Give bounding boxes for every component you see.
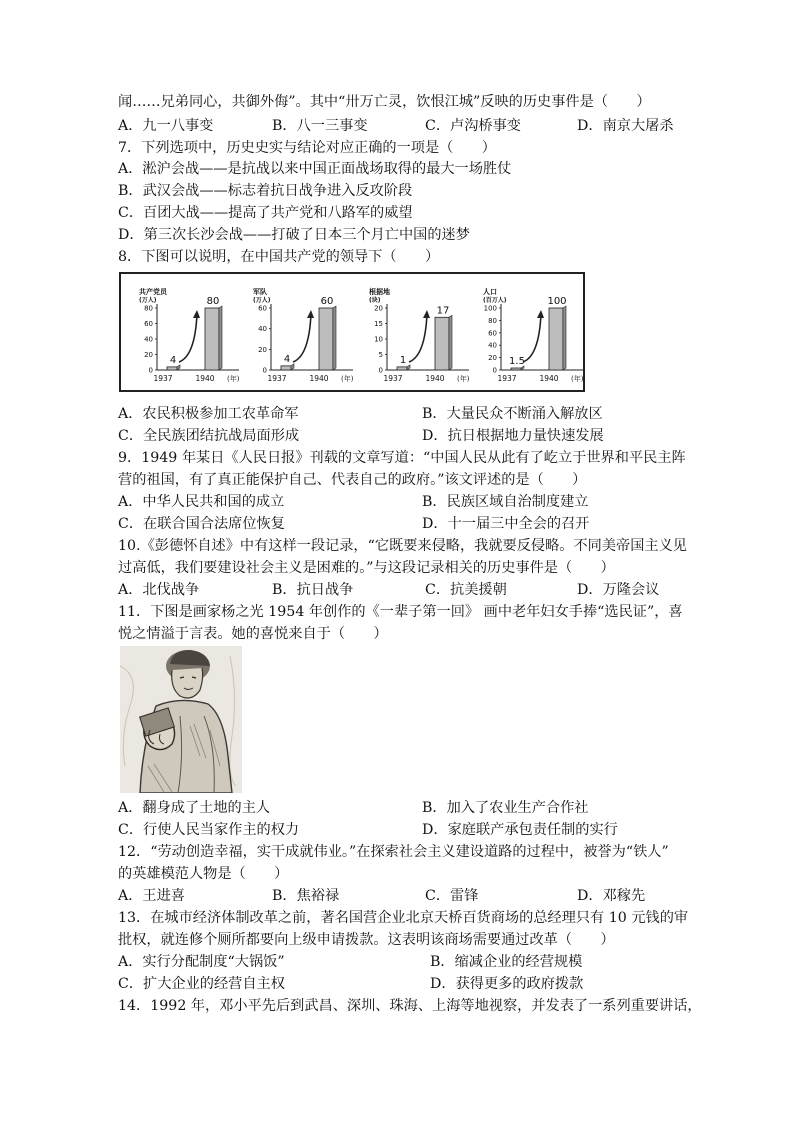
chart-1-data-label: 4 — [169, 354, 177, 366]
chart-1-tick-label: 40 — [144, 335, 153, 344]
q10-option-d: D．万隆会议 — [577, 582, 660, 598]
chart-4-arrow-head — [537, 310, 544, 318]
q6-option-d: D．南京大屠杀 — [577, 118, 674, 134]
chart-3-x-unit: (年) — [457, 375, 470, 383]
chart-2-x-unit: (年) — [341, 375, 354, 383]
chart-2-data-label: 60 — [320, 296, 334, 307]
chart-3-data-label: 1 — [399, 354, 407, 366]
q13-stem-line-2: 批权，就连修个厕所都要向上级申请拨款。这表明该商场需要通过改革（ ） — [118, 932, 615, 948]
q12-option-b: B．焦裕禄 — [272, 888, 340, 904]
q9-option-d: D．十一届三中全会的召开 — [422, 516, 590, 532]
chart-1-bar-side — [177, 365, 180, 370]
chart-1-bar — [167, 367, 177, 370]
chart-1-tick-label: 0 — [148, 366, 153, 375]
chart-1-arrow-head — [193, 310, 200, 318]
chart-4-growth-arrow — [523, 314, 541, 362]
painting-image — [120, 646, 242, 793]
chart-2-bar-side — [291, 364, 294, 370]
chart-4-title: 人口 — [483, 288, 497, 296]
chart-2-x-label: 1940 — [309, 374, 329, 383]
chart-3-x-label: 1940 — [425, 374, 445, 383]
chart-3-bar-side — [407, 365, 410, 370]
chart-4-tick-label: 80 — [488, 316, 497, 325]
chart-2-x-label: 1937 — [267, 374, 287, 383]
q12-option-a: A．王进喜 — [118, 888, 185, 904]
q10-option-c: C．抗美援朝 — [425, 582, 507, 598]
chart-1-x-label: 1937 — [153, 374, 173, 383]
chart-2-tick-label: 40 — [258, 325, 267, 334]
chart-4-data-label: 100 — [547, 296, 567, 307]
chart-3-tick-label: 10 — [374, 335, 383, 344]
chart-1-x-unit: (年) — [227, 375, 240, 383]
q8-option-d: D．抗日根据地力量快速发展 — [422, 428, 604, 444]
q6-option-c: C．卢沟桥事变 — [425, 118, 521, 134]
chart-4-x-label: 1937 — [497, 374, 517, 383]
chart-2-tick-label: 20 — [258, 345, 267, 354]
chart-1-tick-label: 20 — [144, 351, 153, 359]
chart-2-growth-arrow — [293, 314, 311, 362]
chart-2-bar — [281, 366, 291, 370]
q9-stem-line-1: 9．1949 年某日《人民日报》刊载的文章写道：“中国人民从此有了屹立于世界和平民主阵 — [118, 450, 686, 466]
chart-3-x-label: 1937 — [383, 374, 403, 383]
chart-4-bar — [549, 308, 563, 370]
q12-stem-line-1: 12．“劳动创造幸福，实干成就伟业。”在探索社会主义建设道路的过程中，被誉为“铁人” — [118, 844, 669, 860]
q8-option-a: A．农民积极参加工农革命军 — [118, 406, 299, 422]
chart-4-x-unit: (年) — [571, 375, 583, 383]
q7-stem: 7．下列选项中，历史史实与结论对应正确的一项是（ ） — [118, 140, 496, 156]
q11-stem-line-1: 11．下图是画家杨之光 1954 年创作的《一辈子第一回》 画中老年妇女手捧“选民证”，喜 — [118, 604, 683, 620]
q6-option-b: B．八一三事变 — [272, 118, 368, 134]
chart-4-unit: (百万人) — [483, 297, 507, 304]
chart-3-unit: (块) — [369, 297, 381, 304]
chart-4-bar — [511, 368, 521, 370]
q7-option-c: C．百团大战——提高了共产党和八路军的威望 — [118, 205, 413, 221]
chart-1-bar-side — [219, 306, 222, 370]
q9-option-b: B．民族区域自治制度建立 — [422, 494, 589, 510]
q8-chart-frame — [119, 272, 585, 392]
chart-3-arrow-head — [423, 310, 430, 318]
q9-stem-line-2: 营的祖国，有了真正能保护自己、代表自己的政府。”该文评述的是（ ） — [118, 472, 587, 488]
q12-stem-line-2: 的英雄模范人物是（ ） — [118, 866, 289, 882]
q10-stem-line-1: 10.《彭德怀自述》中有这样一段记录，“它既要来侵略，我就要反侵略。不同美帝国主义见 — [118, 538, 687, 554]
q14-stem: 14．1992 年，邓小平先后到武昌、深圳、珠海、上海等地视察，并发表了一系列重要讲话， — [118, 998, 702, 1014]
q11-option-d: D．家庭联产承包责任制的实行 — [422, 822, 618, 838]
chart-1-tick-label: 60 — [144, 320, 153, 328]
q7-option-a: A．淞沪会战——是抗战以来中国正面战场取得的最大一场胜仗 — [118, 161, 512, 177]
q6-stem: 闻……兄弟同心，共御外侮”。其中“卅万亡灵，饮恨江城”反映的历史事件是（ ） — [118, 94, 651, 110]
q13-option-c: C．扩大企业的经营自主权 — [118, 976, 285, 992]
chart-2-tick-label: 60 — [258, 304, 267, 313]
chart-1-title: 共产党员 — [139, 288, 167, 296]
chart-4-data-label: 1.5 — [509, 356, 525, 367]
chart-4-tick-label: 0 — [492, 366, 497, 375]
chart-2-bar-side — [333, 306, 336, 370]
q13-option-a: A．实行分配制度“大锅饭” — [118, 954, 285, 970]
chart-3-title: 根据地 — [369, 288, 390, 296]
chart-4-tick-label: 20 — [488, 354, 497, 363]
q8-stem: 8．下图可以说明，在中国共产党的领导下（ ） — [118, 249, 440, 265]
q11-option-a: A．翻身成了土地的主人 — [118, 800, 271, 816]
chart-1-growth-arrow — [179, 314, 197, 362]
q11-option-b: B．加入了农业生产合作社 — [422, 800, 589, 816]
chart-4-tick-label: 40 — [488, 341, 497, 350]
chart-2-data-label: 4 — [283, 353, 291, 365]
chart-2-title: 军队 — [253, 288, 267, 296]
chart-4-x-label: 1940 — [539, 374, 559, 383]
chart-1-bar — [205, 308, 219, 370]
chart-3-bar — [435, 317, 449, 370]
q9-option-a: A．中华人民共和国的成立 — [118, 494, 285, 510]
q10-option-b: B．抗日战争 — [272, 582, 354, 598]
q11-stem-line-2: 悦之情溢于言表。她的喜悦来自于（ ） — [118, 626, 388, 642]
q13-option-b: B．缩减企业的经营规模 — [430, 954, 583, 970]
q8-option-b: B．大量民众不断涌入解放区 — [422, 406, 603, 422]
chart-1-unit: (万人) — [139, 297, 157, 304]
q7-option-d: D．第三次长沙会战——打破了日本三个月亡中国的迷梦 — [118, 227, 470, 243]
q10-stem-line-2: 过高低，我们要建设社会主义是困难的。”与这段记录相关的历史事件是（ ） — [118, 560, 615, 576]
chart-3-data-label: 17 — [436, 305, 450, 317]
q10-option-a: A．北伐战争 — [118, 582, 200, 598]
chart-4-tick-label: 60 — [488, 329, 497, 338]
chart-3-bar — [397, 367, 407, 370]
painting-old-woman-sketch — [120, 646, 242, 793]
q8-bar-charts — [121, 274, 583, 390]
chart-4-bar-side — [563, 306, 566, 370]
q12-option-c: C．雷锋 — [425, 888, 479, 904]
chart-3-tick-label: 20 — [374, 304, 383, 313]
chart-2-unit: (万人) — [253, 297, 271, 304]
chart-1-x-label: 1940 — [195, 374, 215, 383]
chart-2-arrow-head — [307, 310, 314, 318]
chart-3-tick-label: 5 — [378, 351, 383, 359]
chart-3-growth-arrow — [409, 314, 427, 362]
q11-option-c: C．行使人民当家作主的权力 — [118, 822, 300, 838]
q13-stem-line-1: 13．在城市经济体制改革之前，著名国营企业北京天桥百货商场的总经理只有 10 元钱的审 — [118, 910, 689, 926]
q6-option-a: A．九一八事变 — [118, 118, 214, 134]
chart-3-tick-label: 15 — [374, 320, 383, 328]
q8-option-c: C．全民族团结抗战局面形成 — [118, 428, 300, 444]
chart-3-tick-label: 0 — [378, 366, 383, 375]
chart-1-tick-label: 80 — [144, 304, 153, 313]
chart-1-data-label: 80 — [206, 296, 220, 307]
q12-option-d: D．邓稼先 — [577, 888, 646, 904]
chart-2-bar — [319, 308, 333, 370]
q13-option-d: D．获得更多的政府拨款 — [430, 976, 584, 992]
q9-option-c: C．在联合国合法席位恢复 — [118, 516, 285, 532]
chart-2-tick-label: 0 — [262, 366, 267, 375]
q7-option-b: B．武汉会战——标志着抗日战争进入反攻阶段 — [118, 183, 413, 199]
chart-4-tick-label: 100 — [483, 304, 497, 313]
chart-3-bar-side — [449, 315, 452, 370]
